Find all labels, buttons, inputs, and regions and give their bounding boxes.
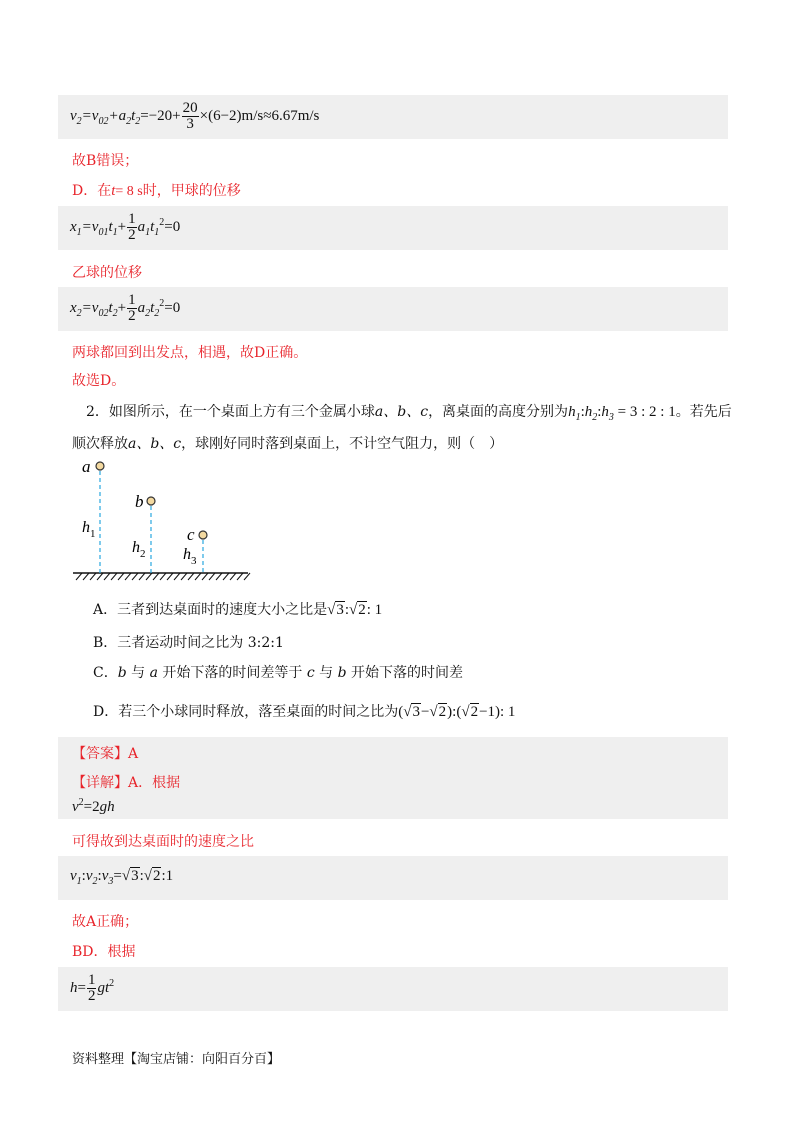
option-c[interactable] <box>93 662 463 682</box>
q2-text-1: 2．如图所示，在一个桌面上方有三个金属小球 <box>86 404 375 420</box>
answer-text: 【答案】A <box>72 746 139 762</box>
option-b[interactable]: B．三者运动时间之比为 3:2:1 <box>93 635 284 651</box>
option-d-ratio: (√3−√2):(√2−1): 1 <box>398 704 516 720</box>
hatch-mark <box>202 573 208 580</box>
q2-text-2: ，离桌面的高度分别为 <box>428 404 569 420</box>
ratio-text: 可得故到达桌面时的速度之比 <box>72 834 254 850</box>
hatch-mark <box>139 573 145 580</box>
hatch-mark <box>244 573 250 580</box>
hatch-mark <box>188 573 194 580</box>
q2-text-4: 顺次释放 <box>72 436 128 452</box>
formula-x1-box <box>58 206 728 250</box>
d-val: = 8 s <box>115 184 143 199</box>
hatch-mark <box>76 573 82 580</box>
hatch-mark <box>111 573 117 580</box>
hatch-mark <box>237 573 243 580</box>
hatch-mark <box>97 573 103 580</box>
formula-v-squared: $v^2=2gh$ <box>72 797 115 815</box>
choose-text: 故选D。 <box>72 373 126 389</box>
label-c: c <box>187 525 195 544</box>
b-wrong-text: 故B错误； <box>72 153 139 169</box>
option-c-c: c <box>306 665 315 681</box>
hatch-mark <box>160 573 166 580</box>
ball-a <box>96 462 104 470</box>
ground-hatch <box>73 573 250 580</box>
hatch-mark <box>104 573 110 580</box>
hatch-mark <box>90 573 96 580</box>
option-d[interactable] <box>93 701 515 721</box>
hatch-mark <box>223 573 229 580</box>
hatch-mark <box>125 573 131 580</box>
hatch-mark <box>153 573 159 580</box>
option-c-t2: 与 <box>126 665 150 681</box>
option-c-a: a <box>149 665 158 681</box>
hatch-mark <box>132 573 138 580</box>
detail-text: 【详解】A．根据 <box>72 775 181 791</box>
q2-abc-2: a、b、c <box>128 436 182 452</box>
option-c-t4: 与 <box>314 665 338 681</box>
d-correct-text: 两球都回到出发点，相遇，故D正确。 <box>72 345 308 361</box>
option-c-t1: C． <box>93 665 118 681</box>
hatch-mark <box>209 573 215 580</box>
label-b: b <box>135 492 144 511</box>
hatch-mark <box>174 573 180 580</box>
formula-x2: $x_2=v_{02}t_2+$ $\frac{1}{2}$ $a_2t_2^2=0$ <box>70 292 181 324</box>
label-a: a <box>82 457 91 476</box>
formula-h-box <box>58 967 728 1011</box>
option-a[interactable] <box>93 599 382 619</box>
d-label: D．在 <box>72 183 112 199</box>
label-h2: $h_2$ <box>132 539 146 560</box>
hatch-mark <box>146 573 152 580</box>
option-d-statement <box>72 180 241 200</box>
hatch-mark <box>83 573 89 580</box>
option-a-ratio: √3:√2: 1 <box>327 602 383 618</box>
option-c-t5: 开始下落的时间差 <box>346 665 464 681</box>
a-correct-text: 故A正确； <box>72 914 139 930</box>
hatch-mark <box>216 573 222 580</box>
q2-text-5: ，球刚好同时落到桌面上，不计空气阻力，则（ ） <box>181 436 504 452</box>
hatch-mark <box>167 573 173 580</box>
label-h1: $h_1$ <box>82 519 96 540</box>
formula-velocity-ratio: $v_1:v_2:v_3=√3:√2:1$ <box>70 868 174 887</box>
option-c-t3: 开始下落的时间差等于 <box>157 665 307 681</box>
formula-x2-box <box>58 287 728 331</box>
ball-b <box>147 497 155 505</box>
hatch-mark <box>230 573 236 580</box>
hatch-mark <box>195 573 201 580</box>
formula-ratio-box <box>58 856 728 900</box>
option-a-text: A．三者到达桌面时的速度大小之比是 <box>93 602 328 618</box>
d-tail: 时，甲球的位移 <box>142 183 241 199</box>
option-d-text: D．若三个小球同时释放，落至桌面的时间之比为 <box>93 704 399 720</box>
hatch-mark <box>181 573 187 580</box>
formula-x1: $x_1=v_{01}t_1+$ $\frac{1}{2}$ $a_1t_1^2=0$ <box>70 211 181 243</box>
height-ratio: $h_1:h_2:h_3 = 3$ : 2 : 1 <box>568 404 676 423</box>
balls-figure <box>68 452 258 587</box>
footer-text: 资料整理【淘宝店铺：向阳百分百】 <box>72 1052 281 1067</box>
ball-c <box>199 531 207 539</box>
hatch-mark <box>118 573 124 580</box>
option-c-b2: b <box>337 665 347 681</box>
label-h3: $h_3$ <box>183 546 197 567</box>
q2-text-3: 。若先后 <box>675 404 732 420</box>
question-2-line2 <box>72 433 503 453</box>
option-c-b: b <box>117 665 127 681</box>
q2-abc-1: a、b、c <box>374 404 429 420</box>
answer-box <box>58 737 728 819</box>
question-2-line1 <box>86 401 732 423</box>
formula-h: h= $\frac{1}{2}$ $gt^2$ <box>70 972 115 1004</box>
formula-v2-box <box>58 95 728 139</box>
formula-v2: $v_2=v_{02}+a_2t_2=-20+$ $\frac{20}{3}$ ×(6−2)m/s≈6.67m/s <box>70 100 320 132</box>
yi-displacement-text: 乙球的位移 <box>72 265 142 281</box>
bd-text: BD．根据 <box>72 944 136 960</box>
d-t: t <box>111 183 116 199</box>
